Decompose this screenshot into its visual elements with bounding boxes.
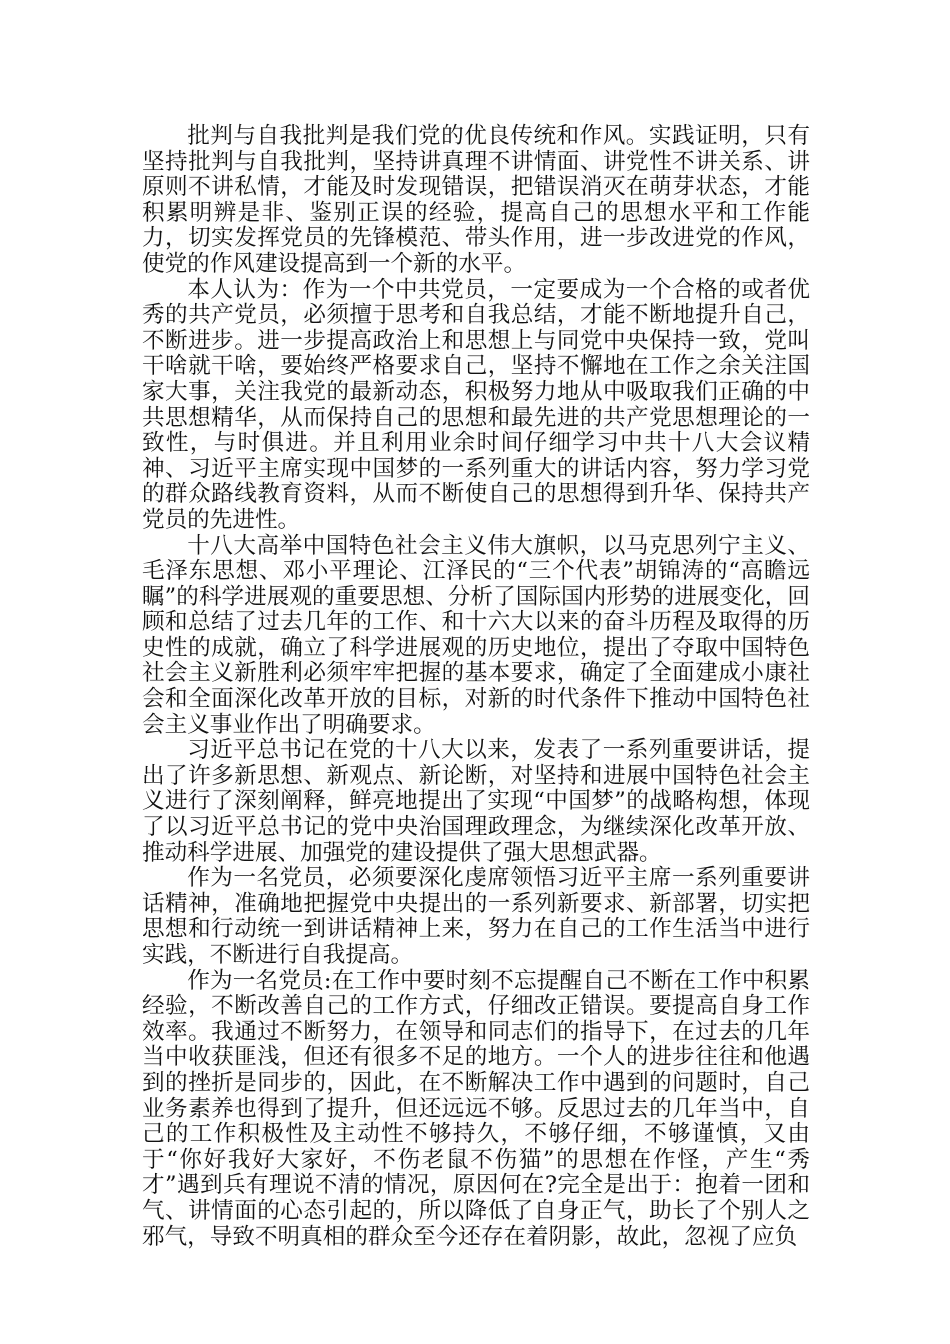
- paragraph-6: 作为一名党员:在工作中要时刻不忘提醒自己不断在工作中积累经验，不断改善自己的工作方式，仔细改正错误。要提高自身工作效率。我通过不断努力，在领导和同志们的指导下，在过去的几年当中收获匪浅，但还有很多不足的地方。一个人的进步往往和他遇到的挫折是同步的，因此，在不断解决工作中遇到的问题时，自己业务素养也得到了提升，但还远远不够。反思过去的几年当中，自己的工作积极性及主动性不够持久，不够仔细，不够谨慎，又由于“你好我好大家好，不伤老鼠不伤猫”的思想在作怪，产生“秀才”遇到兵有理说不清的情况，原因何在?完全是出于：抱着一团和气、讲情面的心态引起的，所以降低了自身正气，助长了个别人之邪气，导致不明真相的群众至今还存在着阴影，故此，忽视了应负: [142, 967, 810, 1250]
- paragraph-4: 习近平总书记在党的十八大以来，发表了一系列重要讲话，提出了许多新思想、新观点、新论断，对坚持和进展中国特色社会主义进行了深刻阐释，鲜亮地提出了实现“中国梦”的战略构想，体现了以习近平总书记的党中央治国理政理念，为继续深化改革开放、推动科学进展、加强党的建设提供了强大思想武器。: [142, 737, 810, 866]
- paragraph-2: 本人认为：作为一个中共党员，一定要成为一个合格的或者优秀的共产党员，必须擅于思考和自我总结，才能不断地提升自己，不断进步。进一步提高政治上和思想上与同党中央保持一致，党叫干啥就干啥，要始终严格要求自己，坚持不懈地在工作之余关注国家大事，关注我党的最新动态，积极努力地从中吸取我们正确的中共思想精华，从而保持自己的思想和最先进的共产党思想理论的一致性，与时俱进。并且利用业余时间仔细学习中共十八大会议精神、习近平主席实现中国梦的一系列重大的讲话内容，努力学习党的群众路线教育资料，从而不断使自己的思想得到升华、保持共产党员的先进性。: [142, 276, 810, 533]
- paragraph-1: 批判与自我批判是我们党的优良传统和作风。实践证明，只有坚持批判与自我批判，坚持讲真理不讲情面、讲党性不讲关系、讲原则不讲私情，才能及时发现错误，把错误消灭在萌芽状态，才能积累明辨是非、鉴别正误的经验，提高自己的思想水平和工作能力，切实发挥党员的先锋模范、带头作用，进一步改进党的作风，使党的作风建设提高到一个新的水平。: [142, 123, 810, 277]
- document-body: [142, 124, 810, 1250]
- paragraph-3: 十八大高举中国特色社会主义伟大旗帜，以马克思列宁主义、毛泽东思想、邓小平理论、江泽民的“三个代表”胡锦涛的“高瞻远瞩”的科学进展观的重要思想、分析了国际国内形势的进展变化，回顾和总结了过去几年的工作、和十六大以来的奋斗历程及取得的历史性的成就，确立了科学进展观的历史地位，提出了夺取中国特色社会主义新胜利必须牢牢把握的基本要求，确定了全面建成小康社会和全面深化改革开放的目标，对新的时代条件下推动中国特色社会主义事业作出了明确要求。: [142, 532, 810, 738]
- paragraph-5: 作为一名党员，必须要深化虔席领悟习近平主席一系列重要讲话精神，准确地把握党中央提出的一系列新要求、新部署，切实把思想和行动统一到讲话精神上来，努力在自己的工作生活当中进行实践，不断进行自我提高。: [142, 865, 810, 968]
